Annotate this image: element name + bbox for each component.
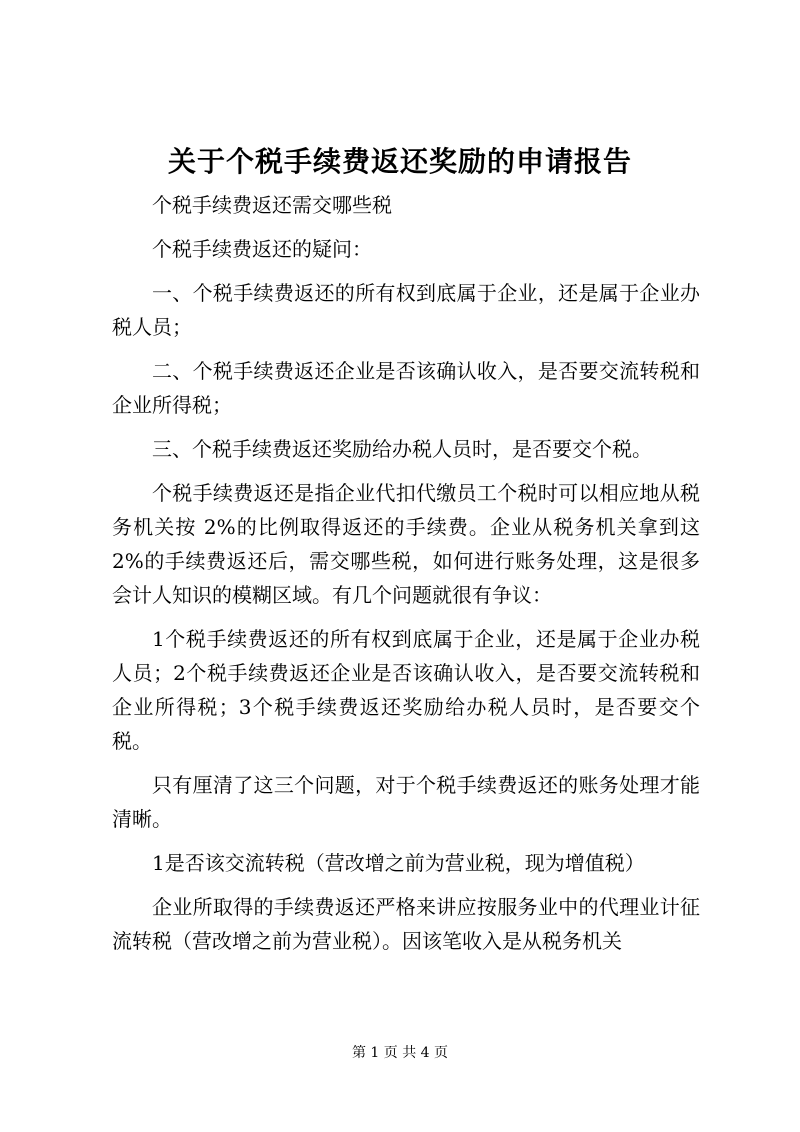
paragraph: 1是否该交流转税（营改增之前为营业税，现为增值税） <box>152 851 645 875</box>
page-footer <box>0 1043 800 1063</box>
paragraph: 二、个税手续费返还企业是否该确认收入，是否要交流转税和企业所得税； <box>112 359 700 417</box>
paragraph: 个税手续费返还是指企业代扣代缴员工个税时可以相应地从税务机关按 2%的比例取得返还的手续费。企业从税务机关拿到这 2%的手续费返还后，需交哪些税，如何进行账务处理，这是很多会计人知识的模糊区域。有几个问题就很有争议： <box>112 481 700 607</box>
paragraph: 个税手续费返还需交哪些税 <box>152 193 392 217</box>
paragraph: 个税手续费返还的疑问： <box>152 237 372 261</box>
document-body <box>112 188 700 968</box>
paragraph: 一、个税手续费返还的所有权到底属于企业，还是属于企业办税人员； <box>112 281 700 339</box>
document-title: 关于个税手续费返还奖励的申请报告 <box>167 145 632 178</box>
paragraph: 企业所取得的手续费返还严格来讲应按服务业中的代理业计征流转税（营改增之前为营业税）。因该笔收入是从税务机关 <box>112 895 700 953</box>
paragraph: 三、个税手续费返还奖励给办税人员时，是否要交个税。 <box>152 437 652 461</box>
paragraph: 1个税手续费返还的所有权到底属于企业，还是属于企业办税人员；2个税手续费返还企业是否该确认收入，是否要交流转税和企业所得税；3个税手续费返还奖励给办税人员时，是否要交个税。 <box>112 627 700 753</box>
page-number: 第 1 页 共 4 页 <box>351 1045 449 1061</box>
paragraph: 只有厘清了这三个问题，对于个税手续费返还的账务处理才能清晰。 <box>112 773 700 831</box>
